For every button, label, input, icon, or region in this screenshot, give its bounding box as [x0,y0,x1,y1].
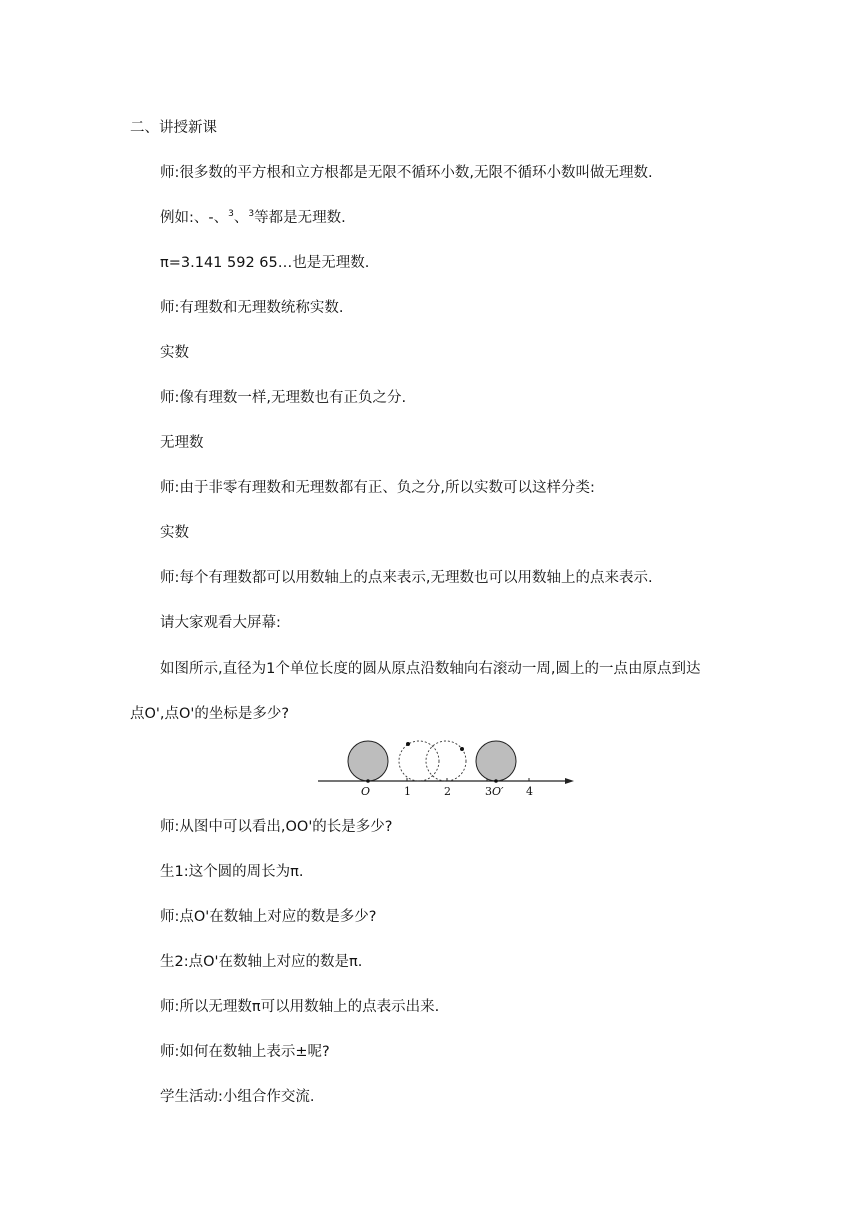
marked-point [406,742,410,746]
paragraph: 师:每个有理数都可以用数轴上的点来表示,无理数也可以用数轴上的点来表示. [160,570,653,586]
rolling-circle-dashed [399,741,439,781]
example-line [160,209,346,227]
paragraph: 学生活动:小组合作交流. [160,1089,315,1105]
paragraph: 无理数 [160,435,204,451]
rolling-circle-dashed [426,741,466,781]
axis-arrow [565,778,574,784]
paragraph: 生1:这个圆的周长为π. [160,864,304,880]
cube-root-index: 3 [228,209,234,219]
o-prime-point [494,779,498,783]
paragraph: π=3.141 592 65…也是无理数. [160,255,370,271]
paragraph: 生2:点O'在数轴上对应的数是π. [160,954,363,970]
start-circle [348,741,388,781]
example-separator: 、 [233,210,249,226]
origin-point [366,779,370,783]
label-origin: O [361,785,371,798]
end-circle [476,741,516,781]
paragraph: 师:点O'在数轴上对应的数是多少? [160,909,377,925]
paragraph: 师:所以无理数π可以用数轴上的点表示出来. [160,999,440,1015]
marked-point [460,747,464,751]
paragraph: 点O',点O'的坐标是多少? [130,706,290,722]
label-three: 3 [485,785,492,798]
paragraph: 师:像有理数一样,无理数也有正负之分. [160,390,407,406]
paragraph: 实数 [160,525,189,541]
example-prefix: 例如:、-、 [160,210,229,226]
paragraph: 师:很多数的平方根和立方根都是无限不循环小数,无限不循环小数叫做无理数. [160,165,653,181]
paragraph: 实数 [160,345,189,361]
example-suffix: 等都是无理数. [254,210,346,226]
label-two: 2 [444,785,451,798]
label-four: 4 [526,785,533,798]
section-heading: 二、讲授新课 [130,120,217,136]
rolling-circle-figure [312,734,576,800]
cube-root-index: 3 [248,209,255,219]
paragraph: 师:有理数和无理数统称实数. [160,300,344,316]
label-o-prime: O′ [492,785,504,798]
label-one: 1 [404,785,411,798]
paragraph: 如图所示,直径为1个单位长度的圆从原点沿数轴向右滚动一周,圆上的一点由原点到达 [160,661,701,677]
paragraph: 师:如何在数轴上表示±呢? [160,1044,330,1060]
paragraph: 师:从图中可以看出,OO'的长是多少? [160,819,393,835]
paragraph: 师:由于非零有理数和无理数都有正、负之分,所以实数可以这样分类: [160,480,595,496]
paragraph: 请大家观看大屏幕: [160,615,281,631]
